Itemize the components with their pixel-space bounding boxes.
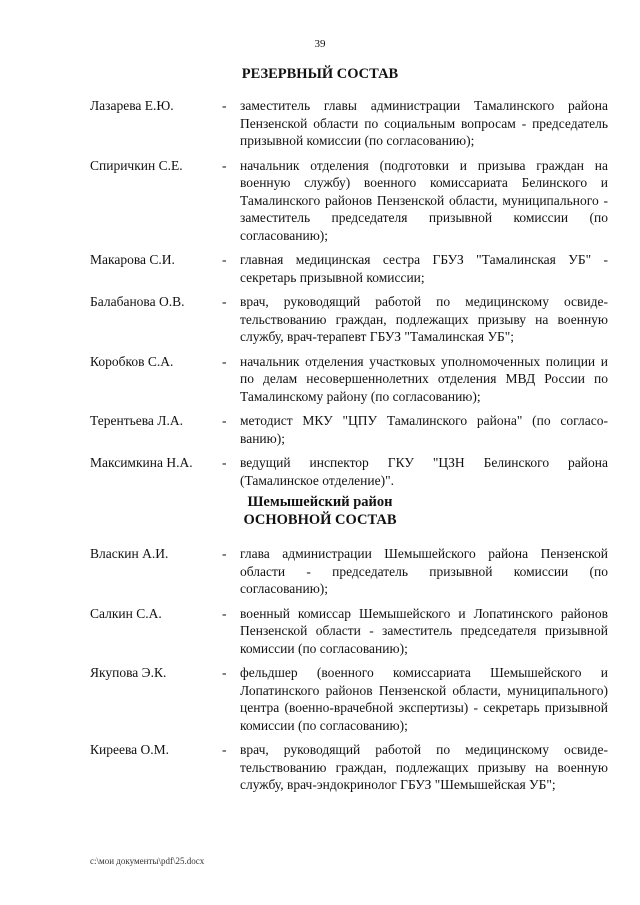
member-role: методист МКУ "ЦПУ Тамалинского района" (по согласованию); — [240, 413, 608, 446]
member-dash: - — [222, 455, 227, 470]
reserve-member-list — [90, 97, 608, 489]
member-entry — [90, 741, 608, 794]
member-dash: - — [222, 413, 227, 428]
main-member-list — [90, 545, 608, 794]
member-dash: - — [222, 546, 227, 561]
member-name: Салкин С.А. — [90, 605, 162, 621]
member-dash: - — [222, 98, 227, 113]
member-role: главная медицинская сестра ГБУЗ "Тамалинская УБ" - секретарь призывной комиссии; — [240, 252, 608, 285]
member-entry — [90, 353, 608, 406]
member-name: Макарова С.И. — [90, 252, 175, 267]
member-dash: - — [222, 742, 227, 757]
member-name: Спиричкин С.Е. — [90, 157, 183, 173]
member-entry — [90, 97, 608, 150]
member-dash: - — [222, 157, 227, 173]
member-entry — [90, 664, 608, 734]
section-heading-reserve: РЕЗЕРВНЫЙ СОСТАВ — [241, 66, 399, 82]
member-role: военный комиссар Шемышейского и Лопатинского районов Пензенской области - заместитель председателя призывной комиссии (по согласованию); — [240, 605, 608, 656]
district-heading: Шемышейский район — [247, 494, 393, 510]
member-name: Терентьева Л.А. — [90, 413, 183, 428]
member-role: врач, руководящий работой по медицинскому освидетельствованию граждан, подлежащих призыву на военную службу, врач-эндокринолог ГБУЗ "Шемышейская УБ"; — [240, 742, 608, 792]
member-entry — [90, 454, 608, 489]
member-dash: - — [222, 252, 227, 267]
member-name: Коробков С.А. — [90, 353, 174, 369]
member-dash: - — [222, 665, 227, 680]
member-entry — [90, 293, 608, 346]
member-role: заместитель главы администрации Тамалинского района Пензенской области по социальным вопросам - председатель призывной комиссии (по согласованию); — [240, 98, 608, 148]
member-name: Киреева О.М. — [90, 742, 170, 757]
member-name: Лазарева Е.Ю. — [90, 98, 174, 113]
member-name: Якупова Э.К. — [90, 665, 167, 680]
member-dash: - — [222, 353, 227, 369]
member-name: Власкин А.И. — [90, 546, 169, 561]
page-number: 39 — [314, 38, 326, 50]
member-dash: - — [222, 605, 227, 621]
member-role: глава администрации Шемышейского района Пензенской области - председатель призывной комиссии (по согласованию); — [240, 546, 608, 596]
member-dash: - — [222, 294, 227, 309]
member-entry — [90, 157, 608, 245]
member-role: начальник отделения (подготовки и призыва граждан на военную службу) военного комиссариата Белинского и Тамалинского районов Пензенской области, муниципального - заместитель председателя призывной комиссии (по согласованию); — [240, 157, 608, 243]
member-role: фельдшер (военного комиссариата Шемышейского и Лопатинского районов Пензенской области, муниципального) центра (военно-врачебной экспертизы) - секретарь призывной комиссии (по согласованию); — [240, 665, 608, 733]
member-entry — [90, 545, 608, 598]
member-name: Балабанова О.В. — [90, 294, 185, 309]
member-role: врач, руководящий работой по медицинскому освидетельствованию граждан, подлежащих призыву на военную службу, врач-терапевт ГБУЗ "Тамалинская УБ"; — [240, 294, 608, 344]
member-entry — [90, 251, 608, 286]
member-name: Максимкина Н.А. — [90, 455, 193, 470]
member-entry — [90, 412, 608, 447]
member-role: начальник отделения участковых уполномоченных полиции и по делам несовершеннолетних отделения МВД России по Тамалинскому району (по согласованию); — [240, 353, 608, 404]
member-entry — [90, 605, 608, 658]
footer-file-path: c:\мои документы\pdf\25.docx — [90, 856, 205, 866]
section-heading-main: ОСНОВНОЙ СОСТАВ — [243, 512, 397, 528]
member-role: ведущий инспектор ГКУ "ЦЗН Белинского района (Тамалинское отделение)". — [240, 455, 608, 488]
